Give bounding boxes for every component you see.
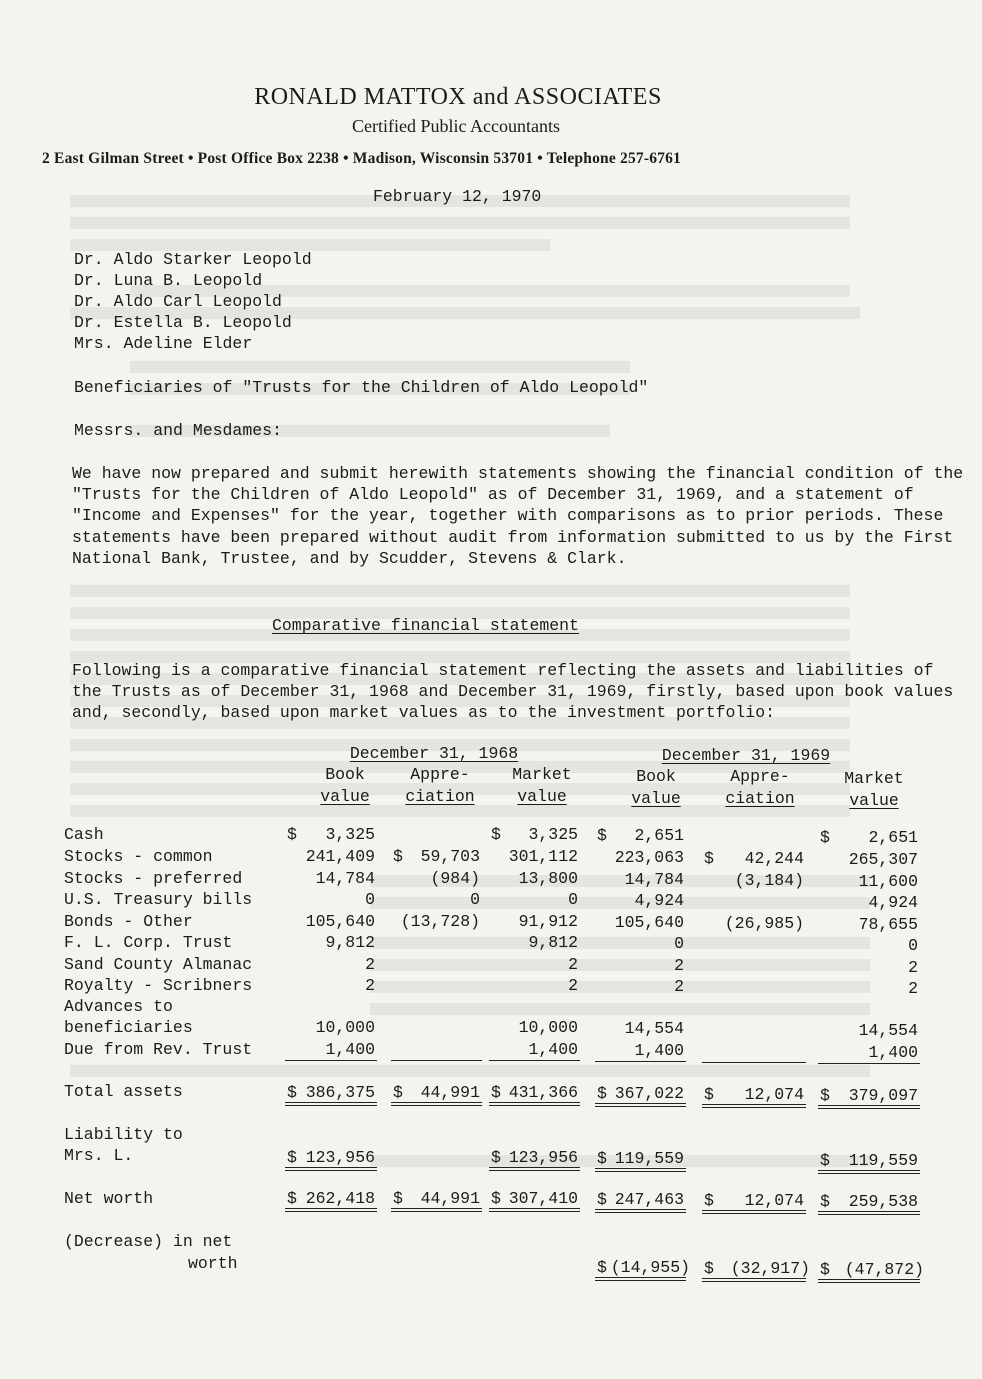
- table-cell: (13,728): [400, 912, 480, 931]
- table-cell: 0: [470, 890, 480, 909]
- total-assets-cell: $ 367,022: [597, 1084, 684, 1103]
- table-cell: $ 3,325: [491, 825, 578, 844]
- table-cell: 1,400: [868, 1043, 918, 1062]
- double-rule: [285, 1208, 377, 1212]
- table-cell: 1,400: [634, 1041, 684, 1060]
- liability-cell: $ 123,956: [491, 1148, 578, 1167]
- double-rule: [702, 1278, 806, 1282]
- table-cell: 11,600: [858, 872, 918, 891]
- double-rule: [285, 1102, 377, 1106]
- row-label: Liability to: [64, 1125, 183, 1144]
- column-header: Book value: [631, 767, 681, 808]
- double-rule: [489, 1102, 580, 1106]
- table-cell: 10,000: [518, 1018, 578, 1037]
- net-worth-cell: $ 44,991: [393, 1189, 480, 1208]
- decrease-cell: $ (14,955): [597, 1258, 690, 1277]
- column-header: Book value: [320, 765, 370, 806]
- table-cell: 2: [568, 955, 578, 974]
- table-cell: 0: [568, 890, 578, 909]
- row-label: worth: [188, 1254, 238, 1273]
- table-cell: 14,554: [624, 1019, 684, 1038]
- table-cell: 4,924: [868, 893, 918, 912]
- double-rule: [391, 1102, 482, 1106]
- firm-subtitle: Certified Public Accountants: [352, 116, 560, 136]
- net-worth-cell: $ 307,410: [491, 1189, 578, 1208]
- table-cell: 301,112: [508, 847, 578, 866]
- single-rule: [595, 1061, 686, 1062]
- row-label: F. L. Corp. Trust: [64, 933, 233, 952]
- table-cell: 78,655: [858, 915, 918, 934]
- table-cell: $ 3,325: [287, 825, 375, 844]
- table-cell: 14,554: [858, 1021, 918, 1040]
- double-rule: [818, 1279, 920, 1283]
- firm-address: 2 East Gilman Street • Post Office Box 2238 • Madison, Wisconsin 53701 • Telephone 257-6761: [42, 150, 682, 167]
- table-cell: 1,400: [325, 1040, 375, 1059]
- single-rule: [818, 1063, 920, 1064]
- table-cell: 14,784: [315, 869, 375, 888]
- table-cell: 4,924: [634, 891, 684, 910]
- double-rule: [595, 1277, 686, 1281]
- single-rule: [489, 1060, 580, 1061]
- double-rule: [595, 1209, 686, 1213]
- row-label: Net worth: [64, 1189, 154, 1208]
- row-label: Due from Rev. Trust: [64, 1040, 253, 1059]
- table-cell: 105,640: [305, 912, 375, 931]
- total-assets-cell: $ 12,074: [704, 1085, 804, 1104]
- row-label: Total assets: [64, 1082, 183, 1101]
- net-worth-cell: $ 247,463: [597, 1190, 684, 1209]
- table-cell: 91,912: [518, 912, 578, 931]
- single-rule: [285, 1060, 377, 1061]
- table-cell: 2: [365, 955, 375, 974]
- table-cell: 2: [908, 979, 918, 998]
- table-cell: (984): [430, 869, 480, 888]
- table-cell: 2: [674, 956, 684, 975]
- double-rule: [595, 1168, 686, 1172]
- total-assets-cell: $ 431,366: [491, 1083, 578, 1102]
- total-assets-cell: $ 379,097: [820, 1086, 918, 1105]
- double-rule: [595, 1103, 686, 1107]
- recipient: Mrs. Adeline Elder: [74, 334, 253, 353]
- single-rule: [702, 1062, 806, 1063]
- recipient: Dr. Aldo Carl Leopold: [74, 292, 282, 311]
- row-label: Mrs. L.: [64, 1146, 134, 1165]
- row-label: Sand County Almanac: [64, 955, 253, 974]
- row-label: Royalty - Scribners: [64, 976, 253, 995]
- table-cell: 223,063: [614, 848, 684, 867]
- table-cell: 1,400: [528, 1040, 578, 1059]
- double-rule: [285, 1167, 377, 1171]
- table-cell: 2: [674, 977, 684, 996]
- table-cell: 0: [674, 934, 684, 953]
- table-cell: $ 2,651: [820, 828, 918, 847]
- section-heading: Comparative financial statement: [272, 616, 579, 635]
- table-cell: 2: [568, 976, 578, 995]
- table-cell: 105,640: [614, 913, 684, 932]
- double-rule: [818, 1105, 920, 1109]
- period-header-1969: December 31, 1969: [661, 746, 831, 765]
- liability-cell: $ 119,559: [820, 1151, 918, 1170]
- recipient: Dr. Luna B. Leopold: [74, 271, 263, 290]
- row-label: Bonds - Other: [64, 912, 193, 931]
- liability-cell: $ 119,559: [597, 1149, 684, 1168]
- table-cell: 10,000: [315, 1018, 375, 1037]
- decrease-cell: $ (32,917): [704, 1259, 810, 1278]
- intro-paragraph: We have now prepared and submit herewith statements showing the financial condition of the "Trusts for the Children of Aldo Leopold" as of December 31, 1969, and a statement of "Income and Expenses" for the year, together with comparisons as to prior periods. These statements have been prepared without audit from information submitted to us by the First National Bank, Trustee, and by Scudder, Stevens & Clark.: [72, 464, 964, 568]
- row-label: U.S. Treasury bills: [64, 890, 253, 909]
- double-rule: [391, 1208, 482, 1212]
- net-worth-cell: $ 12,074: [704, 1191, 804, 1210]
- decrease-cell: $ (47,872): [820, 1260, 924, 1279]
- liability-cell: $ 123,956: [287, 1148, 375, 1167]
- column-header: Market value: [844, 769, 904, 810]
- table-cell: 9,812: [528, 933, 578, 952]
- salutation: Messrs. and Mesdames:: [74, 421, 282, 440]
- table-cell: 2: [908, 958, 918, 977]
- double-rule: [818, 1170, 920, 1174]
- table-cell: (3,184): [734, 871, 804, 890]
- double-rule: [489, 1167, 580, 1171]
- total-assets-cell: $ 386,375: [287, 1083, 375, 1102]
- total-assets-cell: $ 44,991: [393, 1083, 480, 1102]
- table-cell: 13,800: [518, 869, 578, 888]
- column-header: Market value: [512, 765, 572, 806]
- column-header: Appre- ciation: [725, 767, 795, 808]
- beneficiaries-line: Beneficiaries of "Trusts for the Children of Aldo Leopold": [74, 378, 649, 397]
- period-header-1968: December 31, 1968: [349, 744, 519, 763]
- single-rule: [391, 1060, 482, 1061]
- section-paragraph: Following is a comparative financial statement reflecting the assets and liabilities of the Trusts as of December 31, 1968 and December 31, 1969, firstly, based upon book values and, secondly, based upon market values as to the investment portfolio:: [72, 661, 954, 723]
- table-cell: 2: [365, 976, 375, 995]
- double-rule: [489, 1208, 580, 1212]
- double-rule: [818, 1211, 920, 1215]
- table-cell: 265,307: [848, 850, 918, 869]
- double-rule: [702, 1104, 806, 1108]
- table-cell: 0: [365, 890, 375, 909]
- row-label: Cash: [64, 825, 104, 844]
- row-label: Advances to: [64, 997, 173, 1016]
- table-cell: 9,812: [325, 933, 375, 952]
- net-worth-cell: $ 262,418: [287, 1189, 375, 1208]
- row-label: Stocks - common: [64, 847, 213, 866]
- row-label: beneficiaries: [64, 1018, 193, 1037]
- table-cell: 241,409: [305, 847, 375, 866]
- table-cell: 14,784: [624, 870, 684, 889]
- double-rule: [702, 1210, 806, 1214]
- table-cell: $ 59,703: [393, 847, 480, 866]
- recipient: Dr. Aldo Starker Leopold: [74, 250, 312, 269]
- row-label: (Decrease) in net: [64, 1232, 233, 1251]
- net-worth-cell: $ 259,538: [820, 1192, 918, 1211]
- table-cell: $ 42,244: [704, 849, 804, 868]
- table-cell: $ 2,651: [597, 826, 684, 845]
- row-label: Stocks - preferred: [64, 869, 243, 888]
- letter-date: February 12, 1970: [373, 187, 542, 206]
- column-header: Appre- ciation: [405, 765, 475, 806]
- firm-name: RONALD MATTOX and ASSOCIATES: [254, 84, 662, 110]
- table-cell: (26,985): [724, 914, 804, 933]
- recipient: Dr. Estella B. Leopold: [74, 313, 292, 332]
- table-cell: 0: [908, 936, 918, 955]
